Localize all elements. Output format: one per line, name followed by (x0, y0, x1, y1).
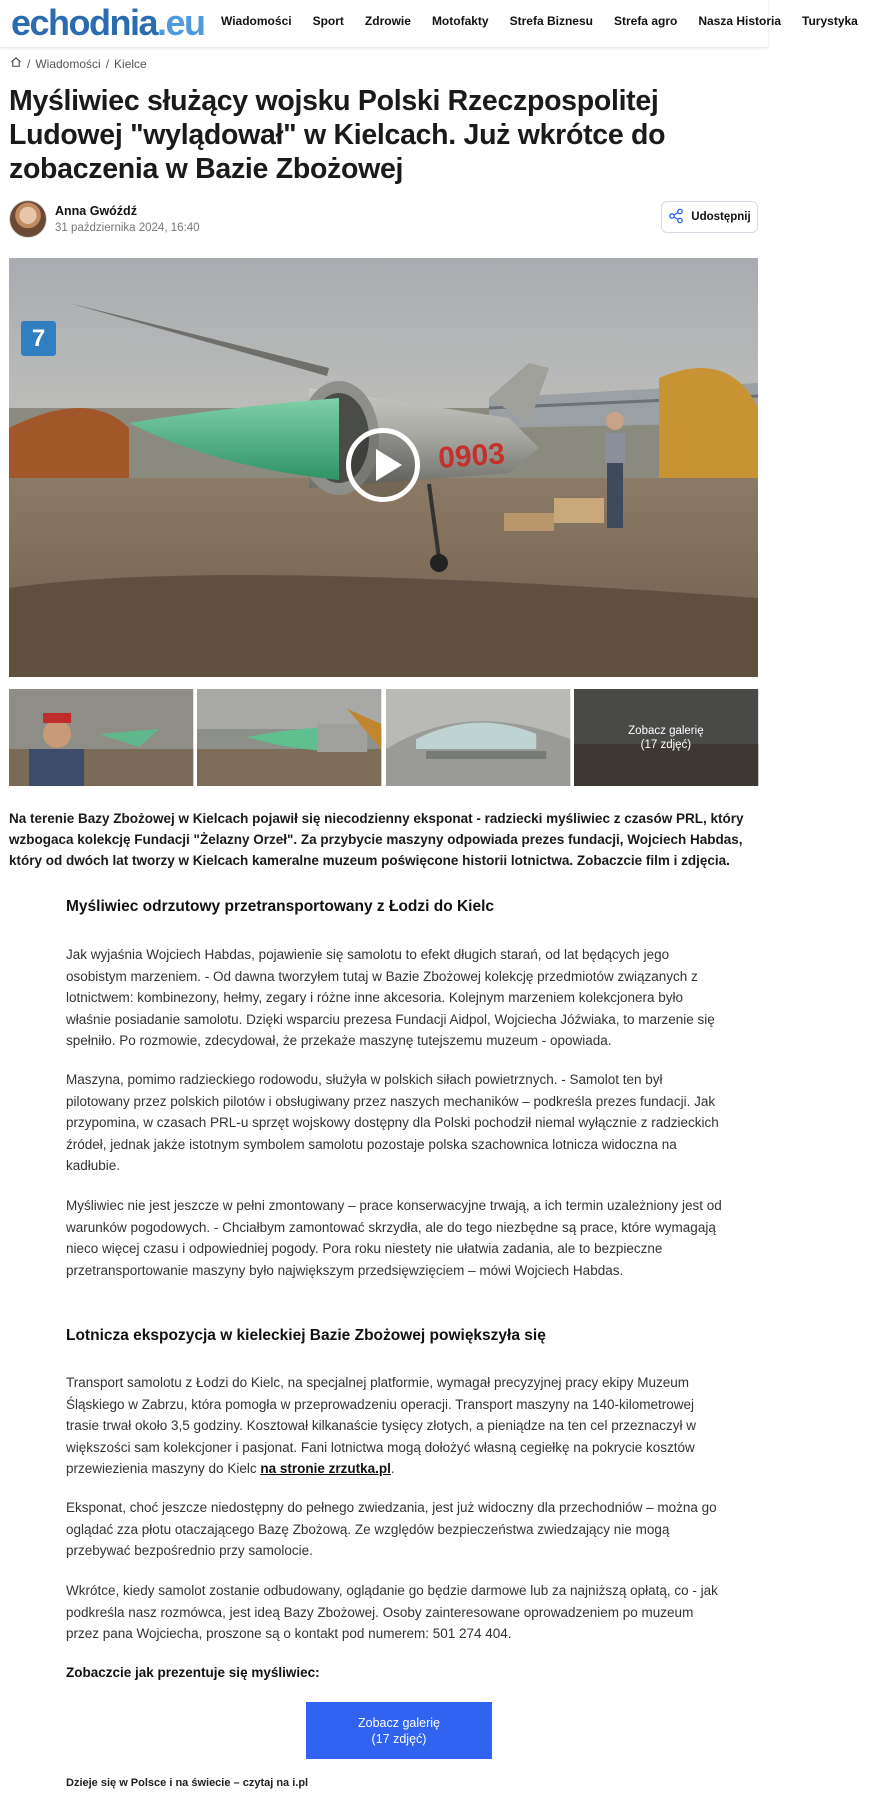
open-gallery-count: (17 zdjęć) (371, 1731, 427, 1746)
breadcrumb-item-wiadomosci[interactable]: Wiadomości (35, 56, 101, 71)
nav-item-motofakty[interactable]: Motofakty (431, 14, 489, 28)
paragraph: Wkrótce, kiedy samolot zostanie odbudowany, oglądanie go będzie darmowe lub za najniższą opłatą, co - jak podkreśla nasz rozmówca, jest ideą Bazy Zbożowej. Osoby zainteresowane oprowadzeniem po muzeum przez pana Wojciecha, proszone są o kontakt pod numerem: 501 274 404. (66, 1583, 718, 1642)
photo-count-badge: 7 (21, 321, 56, 356)
nav-item-zdrowie[interactable]: Zdrowie (364, 14, 411, 28)
paragraph: Myśliwiec nie jest jeszcze w pełni zmontowany – prace konserwacyjne trwają, a ich termin uzależniony jest od warunków pogodowych. - Chciałbym zamontować skrzydła, ale do tego niezbędne są prace, które wymagają nieco więcej czasu i odpowiedniej pogody. Pora roku niestety nie ułatwia zadania, ale to bezpieczne przetransportowanie maszyny było największym przedsięwzięciem – mówi Wojciech Habdas. (66, 1198, 722, 1278)
share-icon (668, 208, 684, 227)
thumbnail-image (197, 689, 381, 786)
author-block (9, 200, 200, 238)
nav-item-sport[interactable]: Sport (312, 14, 344, 28)
share-button[interactable] (661, 201, 758, 233)
breadcrumb-separator: / (27, 56, 31, 71)
section-heading: Myśliwiec odrzutowy przetransportowany z Łodzi do Kielc (66, 898, 495, 915)
play-icon[interactable] (346, 428, 420, 502)
main-nav (221, 14, 879, 28)
related-link[interactable]: Dzieje się w Polsce i na świecie – czytaj na i.pl (66, 1777, 309, 1789)
avatar[interactable] (9, 200, 47, 238)
zrzutka-link[interactable]: na stronie zrzutka.pl (260, 1461, 391, 1477)
breadcrumb (10, 56, 147, 71)
nav-item-nasza-historia[interactable]: Nasza Historia (698, 14, 782, 28)
gallery-thumbnail[interactable] (197, 689, 381, 786)
breadcrumb-item-kielce[interactable]: Kielce (114, 56, 147, 71)
article-title: Myśliwiec służący wojsku Polski Rzeczpospolitej Ludowej "wylądował" w Kielcach. Już wkrótce do zobaczenia w Bazie Zbożowej (9, 85, 666, 185)
gallery-thumbnail[interactable] (386, 689, 570, 786)
home-icon[interactable] (10, 56, 22, 71)
nav-item-turystyka[interactable]: Turystyka (802, 14, 858, 28)
share-label: Udostępnij (691, 211, 751, 223)
plane-number: 0903 (437, 437, 507, 475)
section-heading: Lotnicza ekspozycja w kieleckiej Bazie Zbożowej powiększyła się (66, 1327, 546, 1344)
gallery-more-label: Zobacz galerię (628, 724, 704, 737)
author-name[interactable]: Anna Gwóźdź (55, 204, 137, 218)
site-logo[interactable]: echodnia.eu (11, 2, 205, 43)
site-header (0, 0, 858, 47)
nav-item-wiadomosci[interactable]: Wiadomości (221, 14, 292, 28)
paragraph: Maszyna, pomimo radzieckiego rodowodu, służyła w polskich siłach powietrznych. - Samolot ten był pilotowany przez polskich pilotów i obsługiwany przez naszych mechaników – podkreśla prezes fundacji. Jak przypomina, w czasach PRL-u sprzęt wojskowy dostępny dla Polski pochodził niemal wyłącznie z radzieckich źródeł, jednak jakże istotnym symbolem samolotu pozostaje polska szachownica lotnicza widoczna na kadłubie. (66, 1072, 719, 1174)
hero-video[interactable] (9, 258, 758, 677)
paragraph: Jak wyjaśnia Wojciech Habdas, pojawienie się samolotu to efekt długich starań, od lat będących jego osobistym marzeniem. - Od dawna tworzyłem tutaj w Bazie Zbożowej kolekcję przedmiotów związanych z lotnictwem: kombinezony, hełmy, zegary i różne inne akcesoria. Kolejnym marzeniem kolekcjonera było właśnie posiadanie samolotu. Dzięki wsparciu prezesa Fundacji Aidpol, Wojciecha Jóźwiaka, to marzenie się spełniło. Po rozmowie, zdecydował, że przekaże maszynę tutejszemu muzeum - opowiada. (66, 947, 715, 1049)
open-gallery-label: Zobacz galerię (358, 1715, 440, 1730)
gallery-more-count: (17 zdjęć) (640, 738, 692, 751)
publish-date: 31 października 2024, 16:40 (55, 222, 200, 234)
thumbnail-image (9, 689, 193, 786)
nav-item-strefa-agro[interactable]: Strefa agro (613, 14, 678, 28)
paragraph-end: . (390, 1461, 395, 1477)
see-how-heading: Zobaczcie jak prezentuje się myśliwiec: (66, 1665, 320, 1680)
gallery-thumbnail[interactable] (9, 689, 193, 786)
nav-item-strefa-biznesu[interactable]: Strefa Biznesu (509, 14, 593, 28)
gallery-thumbnails (9, 689, 758, 786)
thumbnail-image (386, 689, 570, 786)
paragraph: Eksponat, choć jeszcze niedostępny do pełnego zwiedzania, jest już widoczny dla przechodniów – można go oglądać zza płotu otaczającego Bazę Zbożową. Ze względów bezpieczeństwa zwiedzający nie mogą przebywać bezpośrednio przy samolocie. (66, 1500, 717, 1559)
gallery-thumbnail-more[interactable] (574, 689, 758, 786)
paragraph-text: Transport samolotu z Łodzi do Kielc, na specjalnej platformie, wymagał precyzyjnej pracy ekipy Muzeum Śląskiego w Zabrzu, która pomogła w przeprowadzeniu operacji. Transport maszyny na 140-kilometrowej trasie trwał około 3,5 godziny. Kosztował kilkanaście tysięcy złotych, a pieniądze na ten cel przeznaczył w większości sam kolekcjoner i pasjonat. Fani lotnictwa mogą dołożyć własną cegiełkę na pokrycie kosztów przewiezienia maszyny do Kielc (66, 1375, 697, 1477)
breadcrumb-separator: / (105, 56, 110, 71)
paragraph (66, 1372, 730, 1480)
open-gallery-button[interactable] (306, 1702, 492, 1759)
article-lead: Na terenie Bazy Zbożowej w Kielcach pojawił się niecodzienny eksponat - radziecki myśliwiec z czasów PRL, który wzbogaca kolekcję Fundacji "Żelazny Orzeł". Za przybycie maszyny odpowiada prezes fundacji, Wojciech Habdas, który od dwóch lat tworzy w Kielcach kameralne muzeum poświęcone historii lotnictwa. Zobaczcie film i zdjęcia. (9, 811, 744, 868)
gallery-more-overlay (574, 689, 758, 786)
